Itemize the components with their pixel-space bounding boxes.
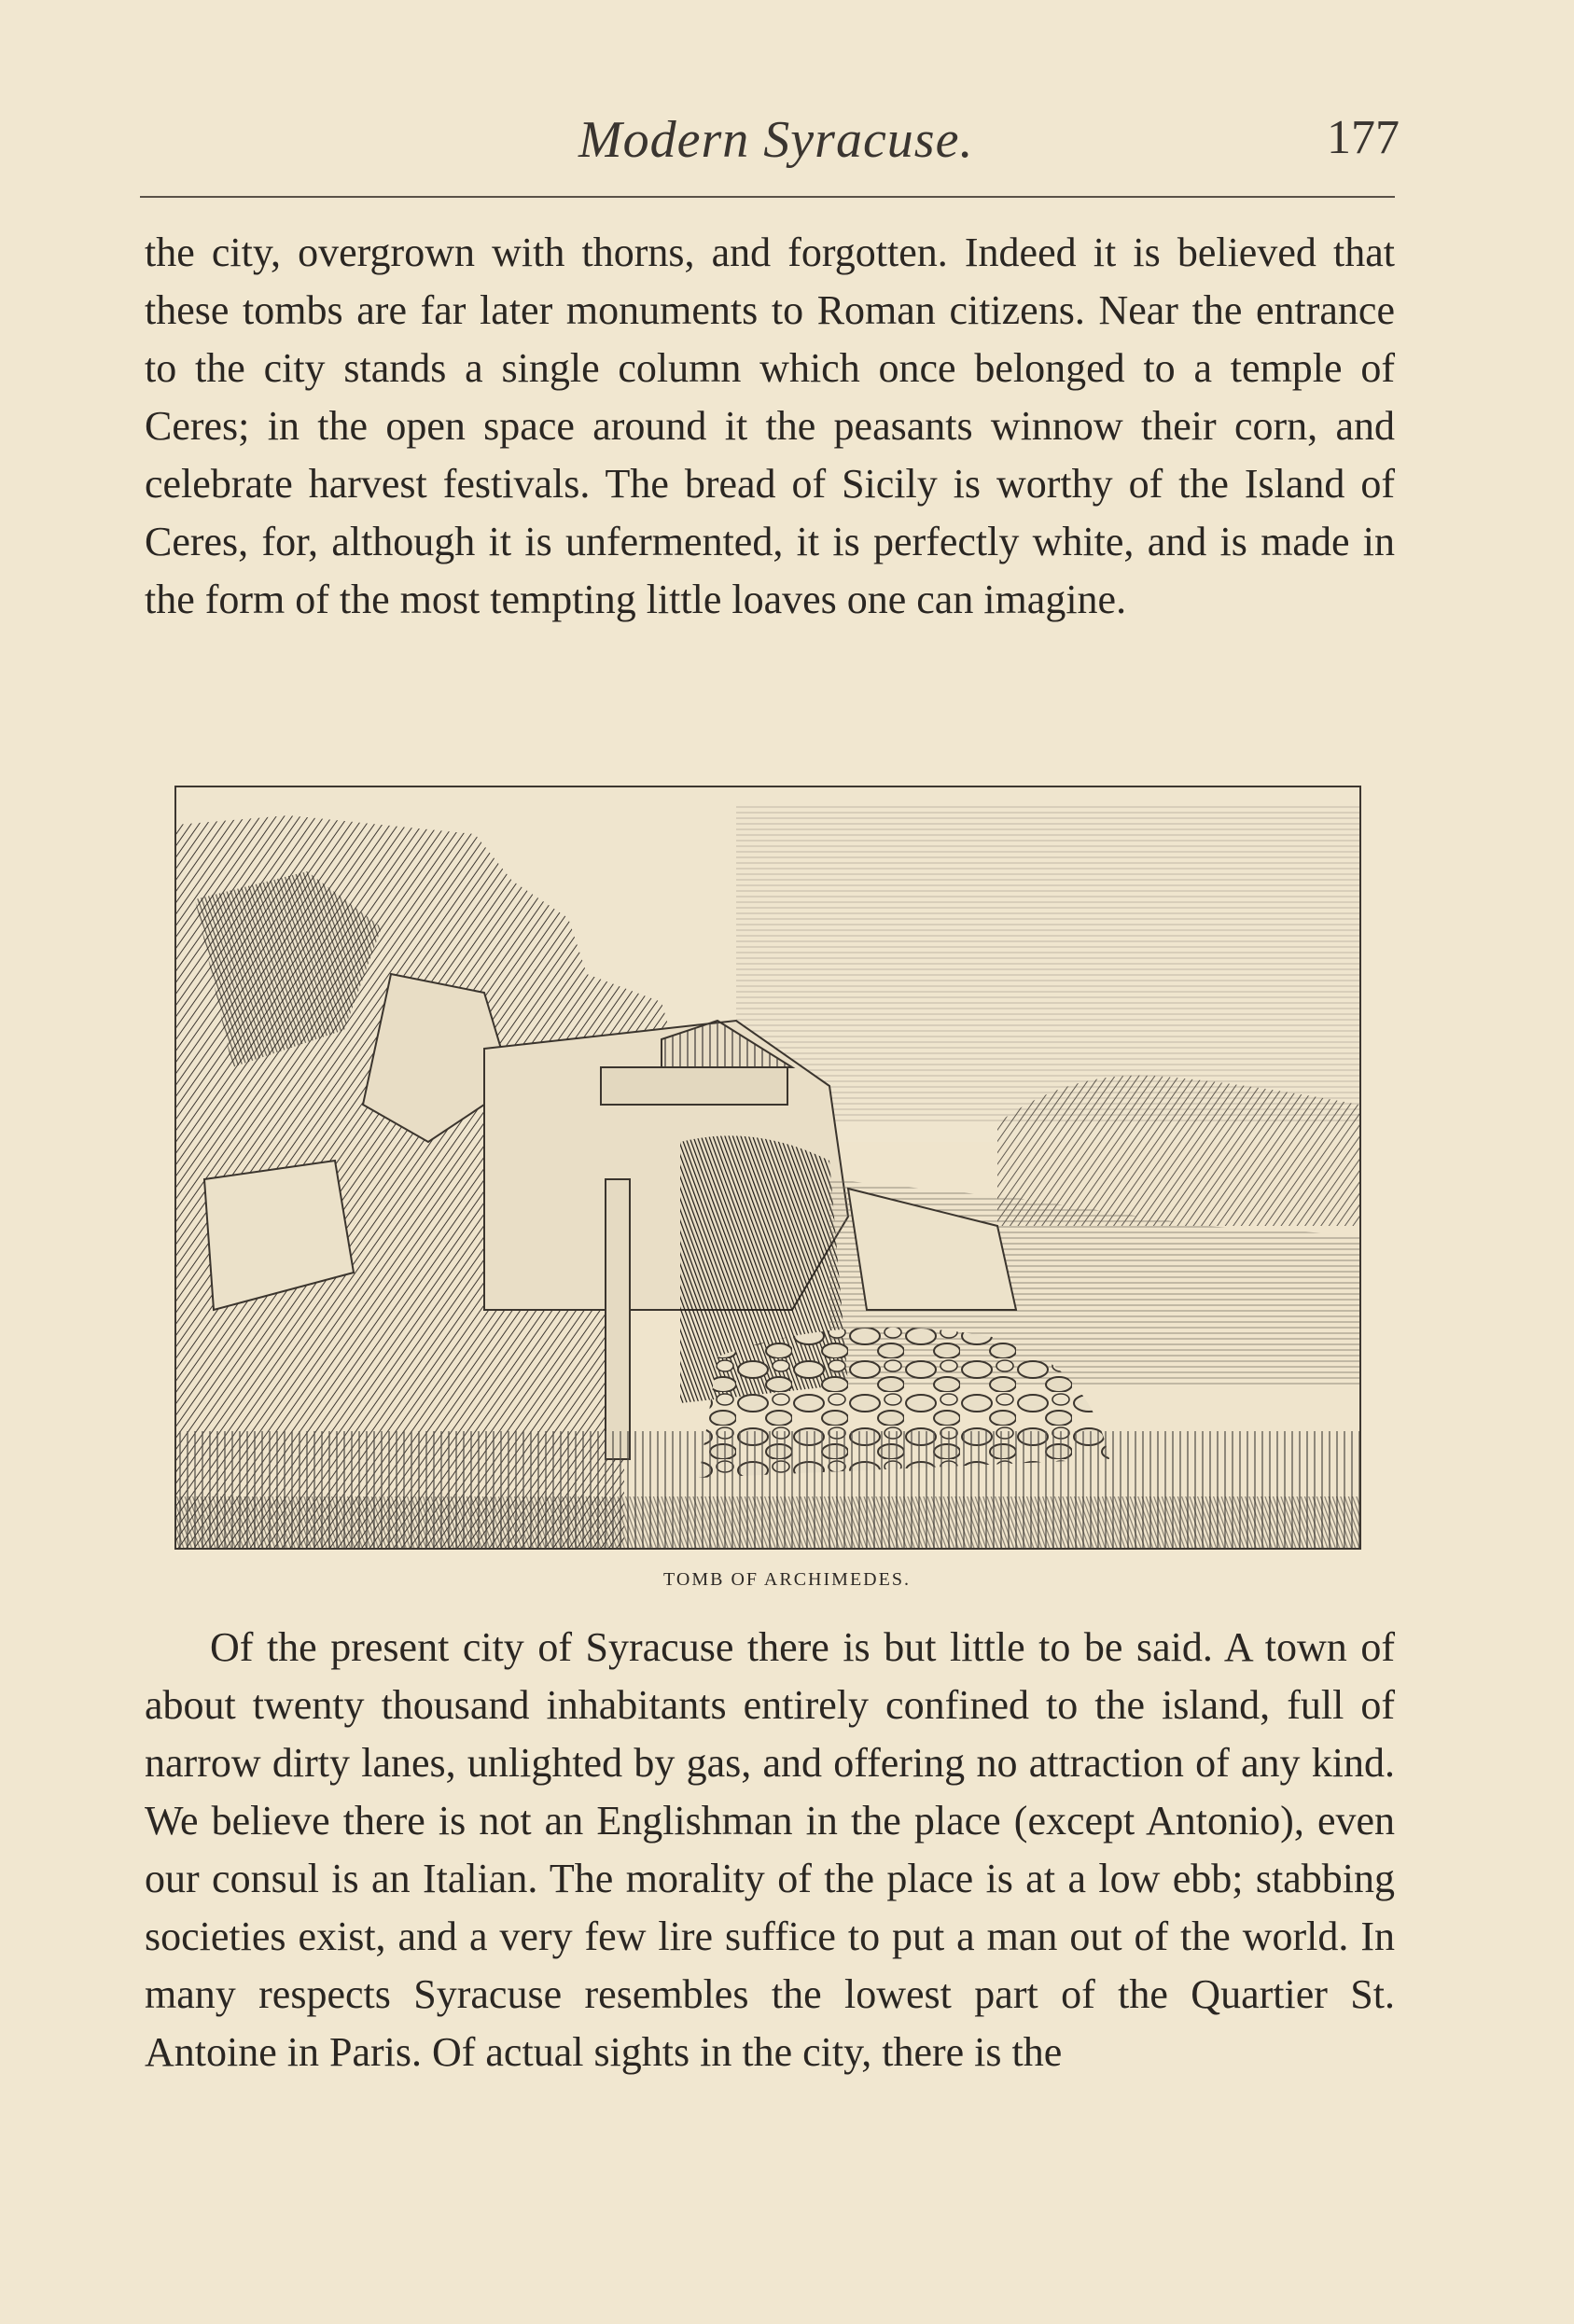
illustration-caption: TOMB OF ARCHIMEDES.	[663, 1569, 911, 1590]
page-number: 177	[1327, 111, 1400, 164]
body-paragraph-1	[145, 224, 1395, 629]
paragraph-text: Of the present city of Syracuse there is but little to be said. A town of about twenty thousand inhabitants entirely confined to the island, full of narrow dirty lanes, unlighted by gas, and offering no attraction of any kind. We believe there is not an Englishman in the place (except Antonio), even our consul is an Italian. The morality of the place is at a low ebb; stabbing societies exist, and a very few lire suffice to put a man out of the world. In many respects Syracuse resembles the lowest part of the Quartier St. Antoine in Paris. Of actual sights in the city, there is the	[145, 1624, 1395, 2075]
paragraph-text: the city, overgrown with thorns, and forgotten. Indeed it is believed that these tombs are far later monuments to Roman citizens. Near the entrance to the city stands a single column which once belonged to a temple of Ceres; in the open space around it the peasants winnow their corn, and celebrate harvest festivals. The bread of Sicily is worthy of the Island of Ceres, for, although it is unfermented, it is perfectly white, and is made in the form of the most tempting little loaves one can imagine.	[145, 230, 1395, 622]
engraving-illustration	[174, 786, 1361, 1550]
engraving-image	[176, 787, 1359, 1548]
body-paragraph-2	[145, 1619, 1395, 2081]
header-rule	[140, 196, 1395, 198]
running-header-title: Modern Syracuse.	[578, 111, 974, 169]
